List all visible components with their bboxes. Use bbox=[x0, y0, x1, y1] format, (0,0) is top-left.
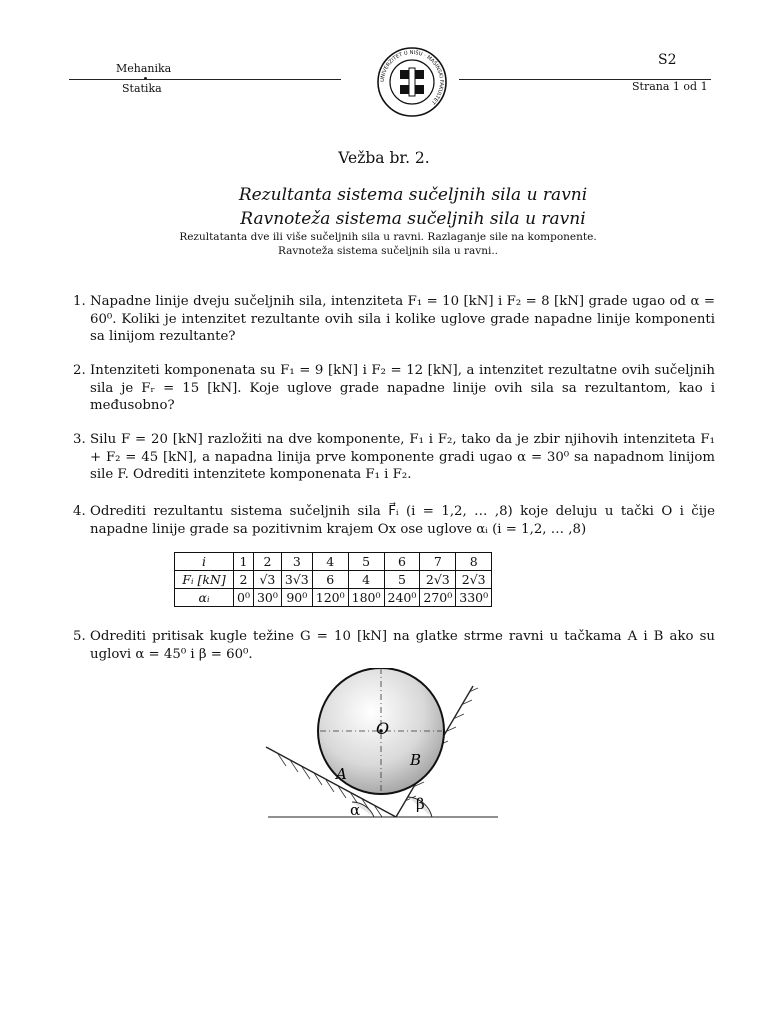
page-indicator: Strana 1 od 1 bbox=[632, 80, 708, 93]
table-cell: 0⁰ bbox=[234, 589, 254, 607]
label-alpha: α bbox=[350, 801, 361, 819]
problem-text: Napadne linije dveju sučeljnih sila, intenziteta F₁ = 10 [kN] i F₂ = 8 [kN] grade ugao od α = 60⁰. Koliki je intenzitet rezultante ovih sila i kolike uglove grade napadne linije komponenti sa linijom rezultante? bbox=[90, 294, 715, 344]
header-rule-left bbox=[69, 79, 341, 80]
description-line-2: Ravnoteža sistema sučeljnih sila u ravni.. bbox=[278, 245, 498, 257]
problem-number: 1. bbox=[73, 294, 86, 309]
table-cell: √3 bbox=[253, 571, 281, 589]
table-row bbox=[175, 553, 492, 571]
table-row bbox=[175, 571, 492, 589]
table-cell: 240⁰ bbox=[384, 589, 420, 607]
problem-1 bbox=[73, 293, 715, 346]
problem-3 bbox=[73, 431, 715, 484]
label-O: O bbox=[376, 719, 390, 738]
table-cell: 330⁰ bbox=[456, 589, 492, 607]
sphere-figure bbox=[260, 668, 510, 828]
table-cell: 2√3 bbox=[420, 571, 456, 589]
table-cell: 8 bbox=[456, 553, 492, 571]
problem-2 bbox=[73, 362, 715, 415]
table-cell: Fᵢ [kN] bbox=[175, 571, 234, 589]
university-logo bbox=[376, 46, 448, 118]
header-dot bbox=[144, 77, 147, 80]
logo-text: UNIVERZITET U NIŠU · MAŠINSKI FAKULTET bbox=[379, 49, 445, 106]
problem-4 bbox=[73, 503, 715, 538]
table-cell: 5 bbox=[384, 571, 420, 589]
table-cell: αᵢ bbox=[175, 589, 234, 607]
problem-number: 2. bbox=[73, 363, 86, 378]
problem-text: Odrediti pritisak kugle težine G = 10 [kN] na glatke strme ravni u tačkama A i B ako su uglovi α = 45⁰ i β = 60⁰. bbox=[90, 629, 715, 662]
exercise-title: Vežba br. 2. bbox=[338, 149, 430, 167]
table-cell: 6 bbox=[312, 571, 348, 589]
problem-text: Silu F = 20 [kN] razložiti na dve komponente, F₁ i F₂, tako da je zbir njihovih intenziteta F₁ + F₂ = 45 [kN], a napadna linija prve komponente gradi ugao α = 30⁰ sa napadnom linijom sile F. Odrediti intenzitete komponenata F₁ i F₂. bbox=[90, 432, 715, 482]
forces-table bbox=[174, 552, 492, 607]
table-cell: 4 bbox=[348, 571, 384, 589]
problem-number: 5. bbox=[73, 629, 86, 644]
problem-text: Odrediti rezultantu sistema sučeljnih sila F⃗ᵢ (i = 1,2, … ,8) koje deluju u tački O i čije napadne linije grade sa pozitivnim krajem Ox ose uglove αᵢ (i = 1,2, … ,8) bbox=[90, 504, 715, 537]
table-cell: 2 bbox=[234, 571, 254, 589]
table-cell: 90⁰ bbox=[281, 589, 312, 607]
description-line-1: Rezultatanta dve ili više sučeljnih sila u ravni. Razlaganje sile na komponente. bbox=[179, 231, 597, 243]
subtitle-equilibrium: Ravnoteža sistema sučeljnih sila u ravni bbox=[240, 209, 586, 229]
problem-text: Intenziteti komponenata su F₁ = 9 [kN] i F₂ = 12 [kN], a intenzitet rezultatne ovih sučeljnih sila je Fᵣ = 15 [kN]. Koje uglove grade napadne linije ovih sila sa rezultantom, kao i međusobno? bbox=[90, 363, 715, 413]
table-cell: 7 bbox=[420, 553, 456, 571]
table-cell: 2√3 bbox=[456, 571, 492, 589]
table-cell: 120⁰ bbox=[312, 589, 348, 607]
document-code: S2 bbox=[658, 52, 677, 68]
table-cell: 30⁰ bbox=[253, 589, 281, 607]
table-cell: 5 bbox=[348, 553, 384, 571]
problem-5 bbox=[73, 628, 715, 663]
table-cell: 270⁰ bbox=[420, 589, 456, 607]
problem-number: 4. bbox=[73, 504, 86, 519]
table-cell: 6 bbox=[384, 553, 420, 571]
table-cell: 2 bbox=[253, 553, 281, 571]
table-cell: 3 bbox=[281, 553, 312, 571]
label-A: A bbox=[336, 765, 347, 783]
table-cell: 180⁰ bbox=[348, 589, 384, 607]
table-cell: 4 bbox=[312, 553, 348, 571]
table-row bbox=[175, 589, 492, 607]
subject-line-1: Mehanika bbox=[116, 62, 172, 75]
label-B: B bbox=[410, 751, 422, 769]
label-beta: β bbox=[416, 795, 425, 813]
table-cell: i bbox=[175, 553, 234, 571]
subject-line-2: Statika bbox=[122, 82, 162, 95]
problem-number: 3. bbox=[73, 432, 86, 447]
subtitle-resultant: Rezultanta sistema sučeljnih sila u ravni bbox=[238, 185, 588, 205]
table-cell: 3√3 bbox=[281, 571, 312, 589]
table-cell: 1 bbox=[234, 553, 254, 571]
